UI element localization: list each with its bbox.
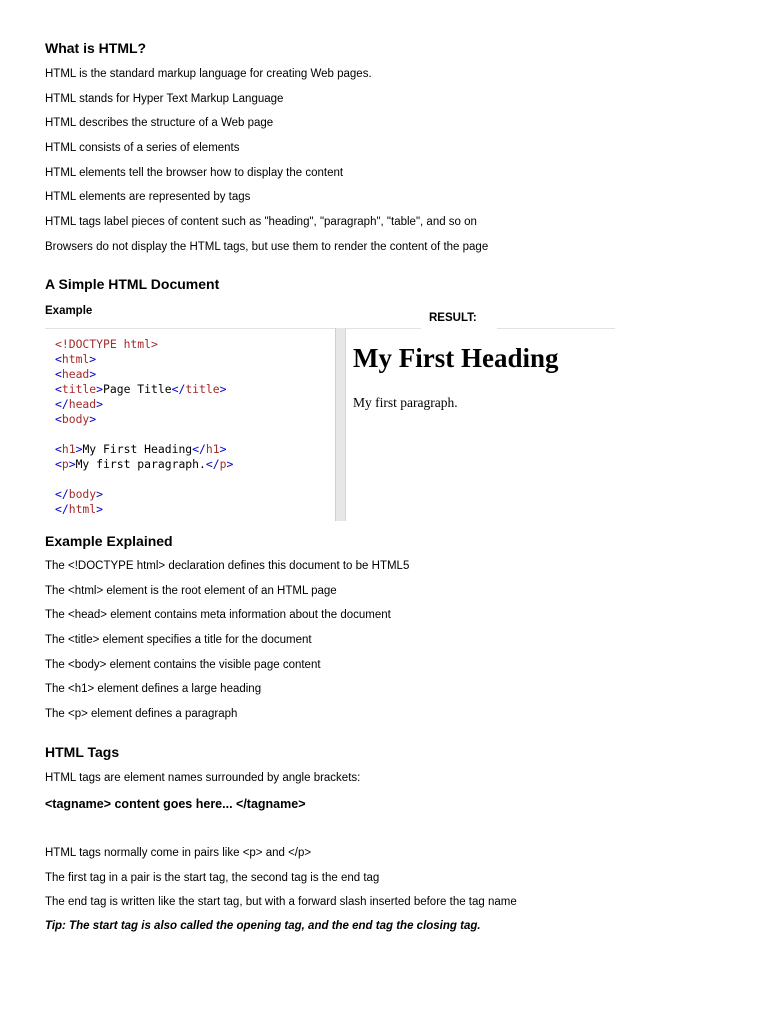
tags-line-2: The first tag in a pair is the start tag, the second tag is the end tag: [45, 872, 380, 884]
explained-line-2: The <html> element is the root element of an HTML page: [45, 585, 337, 597]
example-label: Example: [45, 305, 93, 317]
result-divider-right: [497, 328, 615, 329]
code-line-body-open: <body>: [55, 412, 97, 426]
explained-line-6: The <h1> element defines a large heading: [45, 683, 262, 695]
code-line-h1: <h1>My First Heading</h1>: [55, 442, 227, 456]
code-line-html-open: <html>: [55, 352, 97, 366]
what-line-1: HTML is the standard markup language for creating Web pages.: [45, 68, 372, 80]
code-line-p: <p>My first paragraph.</p>: [55, 457, 234, 471]
tip-text: Tip: The start tag is also called the opening tag, and the end tag the closing tag.: [45, 920, 481, 932]
code-line-title: <title>Page Title</title>: [55, 382, 227, 396]
code-line-body-close: </body>: [55, 487, 104, 501]
tags-line-3: The end tag is written like the start tag, but with a forward slash inserted before the tag name: [45, 896, 517, 908]
panel-separator: [335, 328, 346, 521]
what-line-7: HTML tags label pieces of content such as "heading", "paragraph", "table", and so on: [45, 216, 477, 228]
tags-syntax: <tagname> content goes here... </tagname>: [45, 797, 306, 811]
result-heading: My First Heading: [353, 343, 559, 373]
simple-doc-heading: A Simple HTML Document: [45, 276, 220, 292]
explained-line-4: The <title> element specifies a title for the document: [45, 634, 312, 646]
code-block: [55, 337, 233, 517]
result-label: RESULT:: [429, 312, 477, 324]
explained-line-1: The <!DOCTYPE html> declaration defines this document to be HTML5: [45, 560, 410, 572]
code-line-head-open: <head>: [55, 367, 97, 381]
code-line-html-close: </html>: [55, 502, 104, 516]
tags-line-1: HTML tags normally come in pairs like <p> and </p>: [45, 847, 312, 859]
result-divider-left: [345, 328, 421, 329]
explained-line-7: The <p> element defines a paragraph: [45, 708, 238, 720]
code-example-panel: [45, 328, 335, 522]
result-paragraph: My first paragraph.: [353, 395, 458, 410]
what-line-2: HTML stands for Hyper Text Markup Language: [45, 93, 284, 105]
what-line-6: HTML elements are represented by tags: [45, 191, 251, 203]
what-line-5: HTML elements tell the browser how to display the content: [45, 167, 344, 179]
code-line-head-close: </head>: [55, 397, 104, 411]
what-line-3: HTML describes the structure of a Web page: [45, 117, 274, 129]
example-explained-heading: Example Explained: [45, 533, 173, 549]
html-tags-heading: HTML Tags: [45, 744, 120, 760]
explained-line-5: The <body> element contains the visible page content: [45, 659, 321, 671]
what-line-8: Browsers do not display the HTML tags, but use them to render the content of the page: [45, 241, 489, 253]
tags-intro: HTML tags are element names surrounded by angle brackets:: [45, 772, 361, 784]
what-is-html-heading: What is HTML?: [45, 40, 147, 56]
explained-line-3: The <head> element contains meta information about the document: [45, 609, 391, 621]
code-line-doctype: <!DOCTYPE html>: [55, 337, 158, 351]
what-line-4: HTML consists of a series of elements: [45, 142, 240, 154]
